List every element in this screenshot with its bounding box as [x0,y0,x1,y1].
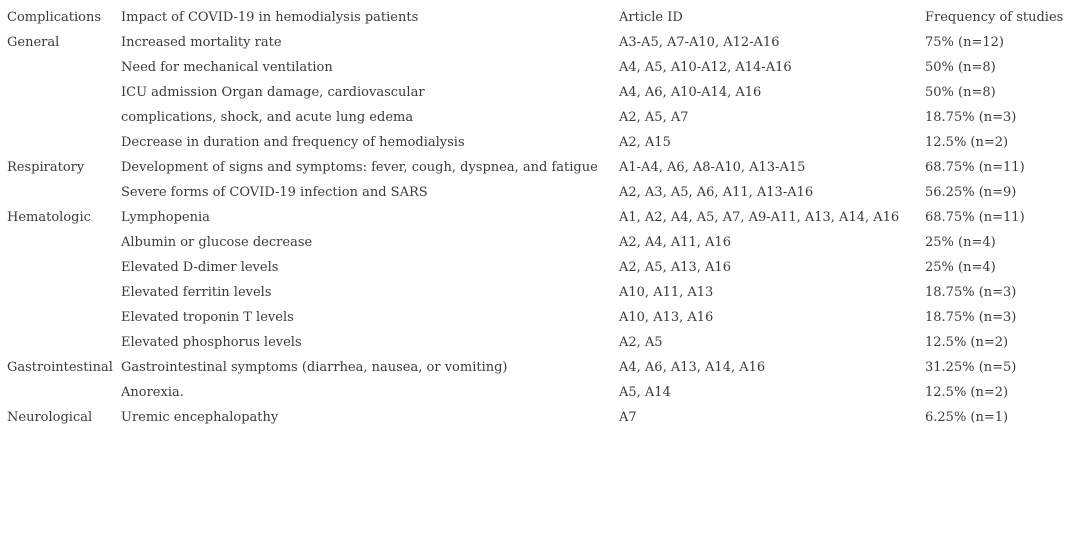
cell-category [7,180,121,205]
cell-frequency: 68.75% (n=11) [925,160,1025,175]
cell-frequency: 18.75% (n=3) [925,285,1017,300]
cell-impact: Lymphopenia [121,210,210,225]
cell-impact: Elevated troponin T levels [121,310,294,325]
cell-article-id: A2, A5 [619,335,663,350]
cell-impact: Anorexia. [121,385,184,400]
table-header-row [7,4,1071,30]
table-row [7,130,1071,155]
header-impact: Impact of COVID-19 in hemodialysis patients [121,9,419,25]
cell-category [7,230,121,255]
cell-category [7,305,121,330]
table-row [7,305,1071,330]
cell-impact: Decrease in duration and frequency of hemodialysis [121,135,465,150]
table-row [7,30,1071,55]
table-row [7,330,1071,355]
cell-impact: Need for mechanical ventilation [121,60,333,75]
cell-frequency: 25% (n=4) [925,235,996,250]
table-row [7,155,1071,180]
cell-article-id: A2, A3, A5, A6, A11, A13-A16 [619,185,814,200]
cell-frequency: 75% (n=12) [925,35,1004,50]
cell-frequency: 18.75% (n=3) [925,110,1017,125]
cell-article-id: A7 [619,410,637,425]
header-complications: Complications [7,9,102,25]
cell-article-id: A4, A6, A10-A14, A16 [619,85,762,100]
table-row [7,405,1071,430]
cell-impact: Elevated D-dimer levels [121,260,279,275]
table-row [7,280,1071,305]
table-row [7,230,1071,255]
table-row [7,55,1071,80]
cell-article-id: A3-A5, A7-A10, A12-A16 [619,35,780,50]
cell-frequency: 12.5% (n=2) [925,135,1009,150]
table-row [7,80,1071,105]
cell-category: General [7,35,60,50]
header-frequency: Frequency of studies [925,9,1064,25]
table-row [7,355,1071,380]
cell-article-id: A10, A13, A16 [619,310,714,325]
header-article-id: Article ID [619,9,683,25]
cell-category [7,380,121,405]
table-row [7,205,1071,230]
cell-article-id: A2, A15 [619,135,671,150]
cell-article-id: A4, A6, A13, A14, A16 [619,360,766,375]
cell-article-id: A2, A5, A7 [619,110,689,125]
cell-category: Gastrointestinal [7,360,113,375]
table-row [7,180,1071,205]
table-body [7,4,1071,430]
cell-frequency: 50% (n=8) [925,60,996,75]
cell-frequency: 6.25% (n=1) [925,410,1009,425]
cell-category [7,255,121,280]
cell-category [7,55,121,80]
cell-category [7,280,121,305]
cell-frequency: 56.25% (n=9) [925,185,1017,200]
complications-table [7,4,1071,430]
cell-article-id: A10, A11, A13 [619,285,714,300]
cell-article-id: A2, A4, A11, A16 [619,235,731,250]
cell-impact: Uremic encephalopathy [121,410,279,425]
cell-frequency: 50% (n=8) [925,85,996,100]
cell-impact: complications, shock, and acute lung edema [121,110,414,125]
cell-impact: Elevated ferritin levels [121,285,272,300]
cell-category: Respiratory [7,160,85,175]
cell-impact: Increased mortality rate [121,35,282,50]
cell-article-id: A1-A4, A6, A8-A10, A13-A15 [619,160,806,175]
cell-article-id: A2, A5, A13, A16 [619,260,731,275]
cell-frequency: 18.75% (n=3) [925,310,1017,325]
table-row [7,380,1071,405]
cell-category [7,330,121,355]
cell-frequency: 12.5% (n=2) [925,335,1009,350]
cell-article-id: A1, A2, A4, A5, A7, A9-A11, A13, A14, A16 [619,210,900,225]
cell-impact: Development of signs and symptoms: fever, cough, dyspnea, and fatigue [121,160,598,175]
cell-frequency: 12.5% (n=2) [925,385,1009,400]
cell-article-id: A5, A14 [619,385,671,400]
cell-frequency: 25% (n=4) [925,260,996,275]
cell-category [7,105,121,130]
cell-frequency: 31.25% (n=5) [925,360,1017,375]
cell-category [7,80,121,105]
cell-category [7,130,121,155]
cell-impact: Severe forms of COVID-19 infection and SARS [121,185,428,200]
cell-impact: Albumin or glucose decrease [121,235,313,250]
cell-impact: ICU admission Organ damage, cardiovascular [121,85,425,100]
table-row [7,105,1071,130]
cell-category: Neurological [7,410,93,425]
cell-impact: Gastrointestinal symptoms (diarrhea, nausea, or vomiting) [121,360,508,375]
cell-article-id: A4, A5, A10-A12, A14-A16 [619,60,792,75]
cell-impact: Elevated phosphorus levels [121,335,302,350]
cell-category: Hematologic [7,210,91,225]
table-row [7,255,1071,280]
cell-frequency: 68.75% (n=11) [925,210,1025,225]
